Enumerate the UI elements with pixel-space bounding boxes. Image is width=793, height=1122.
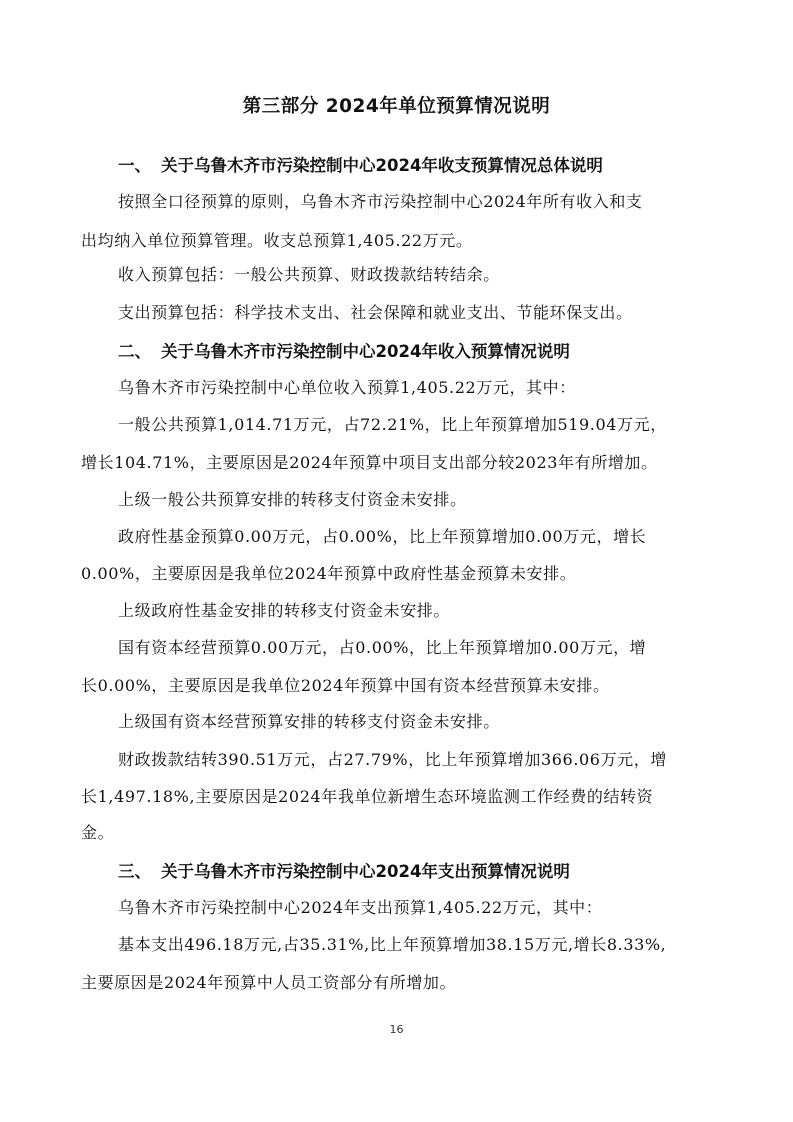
page-title: 第三部分 2024年单位预算情况说明: [242, 96, 551, 117]
section-number: 一、: [118, 156, 151, 175]
section-heading-text: 关于乌鲁木齐市污染控制中心2024年支出预算情况说明: [161, 862, 570, 881]
section-heading-2: [118, 338, 570, 362]
paragraph-line: 财政拨款结转390.51万元，占27.79%，比上年预算增加366.06万元，增: [118, 750, 667, 769]
paragraph-line: 上级政府性基金安排的转移支付资金未安排。: [118, 601, 451, 620]
paragraph-line: 长0.00%，主要原因是我单位2024年预算中国有资本经营预算未安排。: [81, 676, 610, 695]
section-heading-1: [118, 152, 603, 176]
paragraph-line: 金。: [81, 823, 115, 842]
section-number: 三、: [118, 862, 151, 881]
paragraph-line: 0.00%，主要原因是我单位2024年预算中政府性基金预算未安排。: [81, 564, 577, 583]
paragraph-line: 收入预算包括：一般公共预算、财政拨款结转结余。: [118, 265, 500, 284]
paragraph-line: 上级国有资本经营预算安排的转移支付资金未安排。: [118, 712, 500, 731]
paragraph-line: 国有资本经营预算0.00万元，占0.00%，比上年预算增加0.00万元，增: [118, 638, 647, 657]
section-heading-text: 关于乌鲁木齐市污染控制中心2024年收支预算情况总体说明: [161, 156, 603, 175]
paragraph-line: 基本支出496.18万元,占35.31%,比上年预算增加38.15万元,增长8.33%,: [118, 935, 667, 954]
paragraph-line: 主要原因是2024年预算中人员工资部分有所增加。: [81, 973, 457, 992]
paragraph-line: 按照全口径预算的原则，乌鲁木齐市污染控制中心2024年所有收入和支: [118, 192, 643, 211]
section-heading-text: 关于乌鲁木齐市污染控制中心2024年收入预算情况说明: [161, 342, 570, 361]
paragraph-line: 乌鲁木齐市污染控制中心2024年支出预算1,405.22万元，其中：: [118, 898, 603, 917]
paragraph-line: 长1,497.18%,主要原因是2024年我单位新增生态环境监测工作经费的结转资: [81, 787, 654, 806]
paragraph-line: 上级一般公共预算安排的转移支付资金未安排。: [118, 490, 467, 509]
section-number: 二、: [118, 342, 151, 361]
paragraph-line: 支出预算包括：科学技术支出、社会保障和就业支出、节能环保支出。: [118, 303, 633, 322]
paragraph-line: 增长104.71%，主要原因是2024年预算中项目支出部分较2023年有所增加。: [81, 453, 658, 472]
section-heading-3: [118, 858, 570, 882]
paragraph-line: 一般公共预算1,014.71万元，占72.21%，比上年预算增加519.04万元，: [118, 415, 667, 434]
paragraph-line: 出均纳入单位预算管理。收支总预算1,405.22万元。: [81, 231, 473, 250]
paragraph-line: 政府性基金预算0.00万元，占0.00%，比上年预算增加0.00万元，增长: [118, 527, 647, 546]
paragraph-line: 乌鲁木齐市污染控制中心单位收入预算1,405.22万元，其中：: [118, 378, 576, 397]
page-number: 16: [389, 1023, 404, 1036]
